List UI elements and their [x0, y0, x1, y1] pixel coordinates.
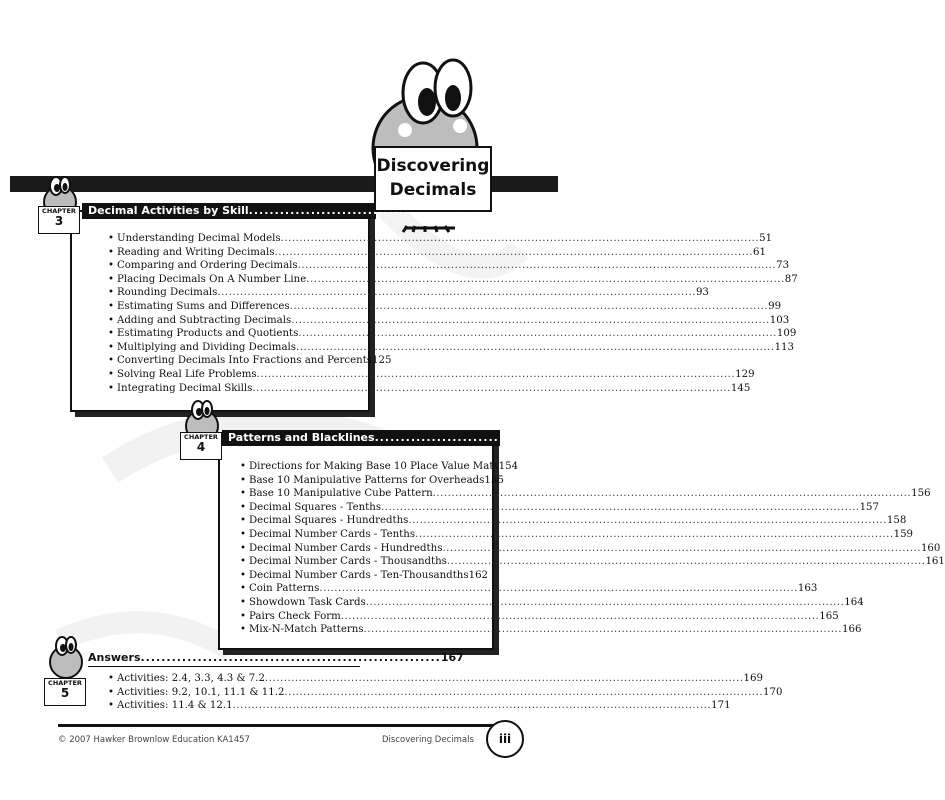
list-item[interactable]: • Pairs Check Form ..... 165: [240, 610, 480, 624]
chapter-title: Decimal Activities by Skill: [88, 204, 249, 217]
list-item[interactable]: • Coin Patterns ..... 163: [240, 582, 480, 596]
list-item[interactable]: • Decimal Number Cards - Thousandths ..... 161: [240, 555, 480, 569]
chapter-title: Answers: [88, 651, 141, 664]
list-item[interactable]: • Rounding Decimals ..... 93: [108, 286, 360, 300]
chapter-title: Patterns and Blacklines: [228, 431, 375, 444]
list-item[interactable]: • Placing Decimals On A Number Line ..... 87: [108, 273, 360, 287]
chapter-3-heading[interactable]: Decimal Activities by Skill ................................................. 49: [82, 203, 376, 219]
chapter-4-heading[interactable]: Patterns and Blacklines ................................................. 153: [222, 430, 500, 446]
chapter-page: 153: [628, 431, 652, 444]
chapter-page: 49: [502, 204, 518, 217]
list-item[interactable]: • Base 10 Manipulative Patterns for Overheads 155: [240, 474, 504, 486]
list-item[interactable]: • Decimal Number Cards - Ten-Thousandths 162: [240, 569, 489, 581]
chapter-5-heading[interactable]: Answers .......................................................... 167: [88, 650, 360, 667]
list-item[interactable]: • Understanding Decimal Models ..... 51: [108, 232, 360, 246]
list-item[interactable]: • Estimating Products and Quotients ..... 109: [108, 327, 360, 341]
list-item[interactable]: • Converting Decimals Into Fractions and Percents 125: [108, 355, 392, 367]
list-item[interactable]: • Directions for Making Base 10 Place Value Mats 154: [240, 461, 519, 472]
title-line-1: Discovering: [376, 156, 490, 176]
page-number-badge: [486, 720, 524, 758]
list-item[interactable]: • Showdown Task Cards ..... 164: [240, 596, 480, 610]
page-number: iii: [498, 732, 512, 746]
list-item[interactable]: • Reading and Writing Decimals ..... 61: [108, 246, 360, 260]
chapter-5-badge: CHAPTER 5: [44, 678, 86, 706]
list-item[interactable]: • Solving Real Life Problems ..... 129: [108, 368, 360, 382]
chapter-3-badge: CHAPTER 3: [38, 206, 80, 234]
list-item[interactable]: • Decimal Squares - Hundredths ..... 158: [240, 514, 480, 528]
list-item[interactable]: • Activities: 2.4, 3.3, 4.3 & 7.2 ..... 169: [108, 672, 362, 686]
list-item[interactable]: • Integrating Decimal Skills ..... 145: [108, 382, 360, 396]
footer-rule: [58, 724, 502, 727]
list-item[interactable]: • Estimating Sums and Differences ..... 99: [108, 300, 360, 314]
list-item[interactable]: • Decimal Number Cards - Tenths ..... 159: [240, 528, 480, 542]
chapter-page: 167: [440, 651, 464, 664]
list-item[interactable]: • Comparing and Ordering Decimals ..... 73: [108, 259, 360, 273]
list-item[interactable]: • Decimal Number Cards - Hundredths ..... 160: [240, 542, 480, 556]
chapter-4-list: [240, 460, 945, 637]
list-item[interactable]: • Adding and Subtracting Decimals ..... 103: [108, 314, 360, 328]
list-item[interactable]: • Decimal Squares - Tenths ..... 157: [240, 501, 480, 515]
title-line-2: Decimals: [389, 180, 477, 200]
list-item[interactable]: • Multiplying and Dividing Decimals ..... 113: [108, 341, 360, 355]
footer-copyright: © 2007 Hawker Brownlow Education KA1457: [58, 735, 250, 745]
chapter-3-list: [108, 232, 798, 395]
footer-book-title: Discovering Decimals: [382, 735, 474, 745]
chapter-5-list: [108, 672, 783, 713]
list-item[interactable]: • Activities: 9.2, 10.1, 11.1 & 11.2 ..... 170: [108, 686, 362, 700]
list-item[interactable]: • Mix-N-Match Patterns ..... 166: [240, 623, 480, 637]
chapter-4-badge: CHAPTER 4: [180, 432, 222, 460]
list-item[interactable]: • Activities: 11.4 & 12.1 ..... 171: [108, 699, 362, 713]
list-item[interactable]: • Base 10 Manipulative Cube Pattern ..... 156: [240, 487, 480, 501]
